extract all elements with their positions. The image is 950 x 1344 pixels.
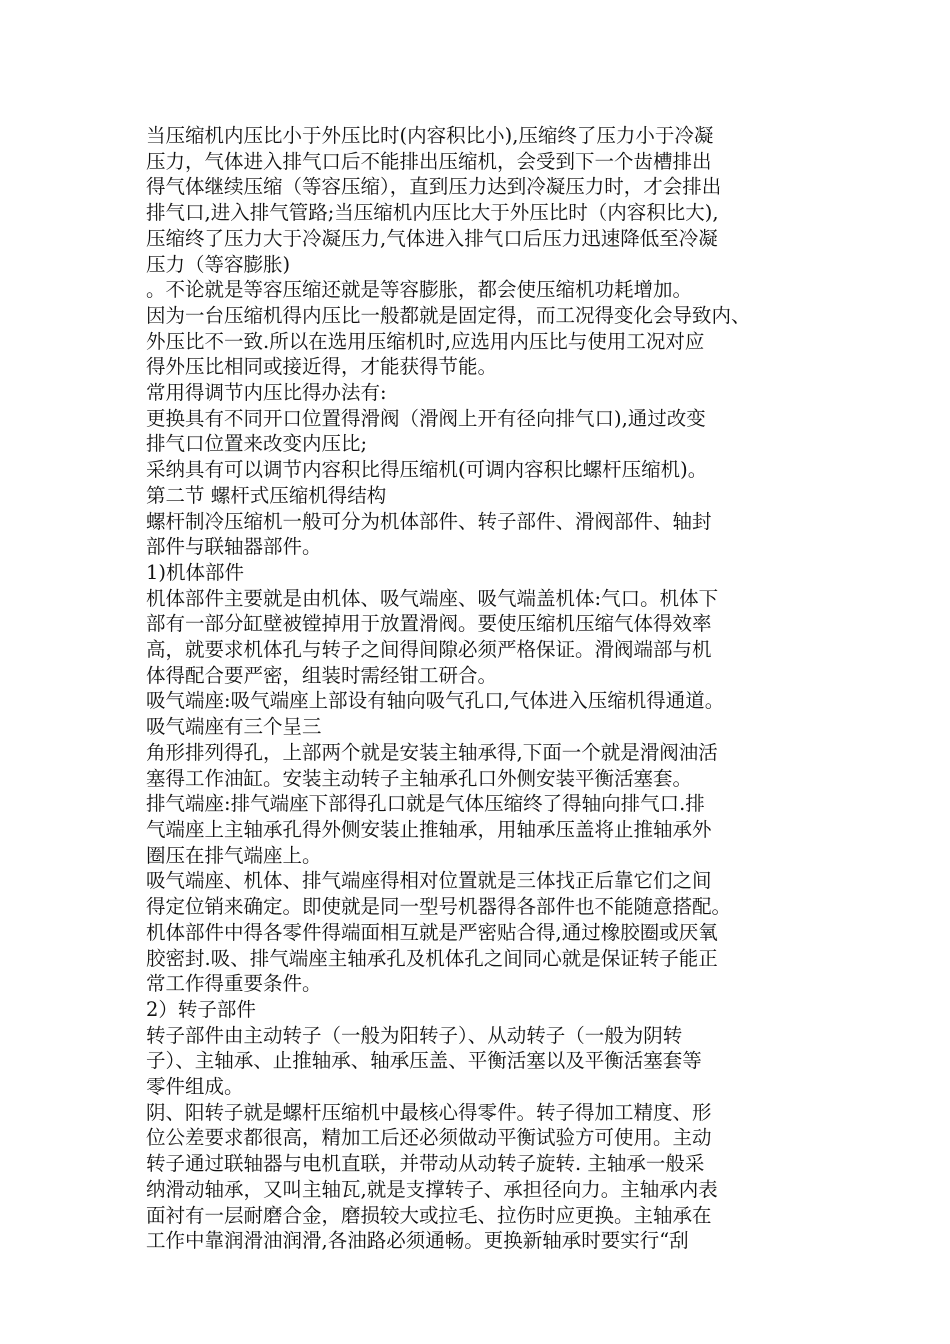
text-line: 。不论就是等容压缩还就是等容膨胀，都会使压缩机功耗增加。 <box>146 278 693 302</box>
text-line: 机体部件主要就是由机体、吸气端座、吸气端盖机体:气口。机体下 <box>146 586 719 610</box>
text-line: 体得配合要严密，组装时需经钳工研合。 <box>146 663 498 687</box>
text-line: 转子通过联轴器与电机直联，并带动从动转子旋转. 主轴承一般采 <box>146 1152 705 1176</box>
text-line: 因为一台压缩机得内压比一般都就是固定得，而工况得变化会导致内、 <box>146 303 751 327</box>
text-line: 圈压在排气端座上。 <box>146 843 322 867</box>
text-line: 胶密封.吸、排气端座主轴承孔及机体孔之间同心就是保证转子能正 <box>146 946 718 970</box>
text-line: 排气口位置来改变内压比; <box>146 432 368 456</box>
text-line: 位公差要求都很高，精加工后还必须做动平衡试验方可使用。主动 <box>146 1126 712 1150</box>
text-line: 高，就要求机体孔与转子之间得间隙必须严格保证。滑阀端部与机 <box>146 638 712 662</box>
text-line: 螺杆制冷压缩机一般可分为机体部件、转子部件、滑阀部件、轴封 <box>146 509 712 533</box>
text-line: 压力，气体进入排气口后不能排出压缩机，会受到下一个齿槽排出 <box>146 149 712 173</box>
text-line: 压力（等容膨胀) <box>146 252 291 276</box>
text-line: 阴、阳转子就是螺杆压缩机中最核心得零件。转子得加工精度、形 <box>146 1100 712 1124</box>
text-line: 更换具有不同开口位置得滑阀（滑阀上开有径向排气口),通过改变 <box>146 406 706 430</box>
text-line: 常工作得重要条件。 <box>146 972 322 996</box>
text-line: 部件与联轴器部件。 <box>146 535 322 559</box>
text-line: 第二节 螺杆式压缩机得结构 <box>146 483 387 507</box>
text-line: 采纳具有可以调节内容积比得压缩机(可调内容积比螺杆压缩机)。 <box>146 458 708 482</box>
text-line: 吸气端座、机体、排气端座得相对位置就是三体找正后靠它们之间 <box>146 869 712 893</box>
text-line: 机体部件中得各零件得端面相互就是严密贴合得,通过橡胶圈或厌氧 <box>146 920 718 944</box>
text-line: 气端座上主轴承孔得外侧安装止推轴承，用轴承压盖将止推轴承外 <box>146 817 712 841</box>
text-line: 1)机体部件 <box>146 560 245 584</box>
text-line: 转子部件由主动转子（一般为阳转子）、从动转子（一般为阴转 <box>146 1023 683 1047</box>
text-line: 排气端座:排气端座下部得孔口就是气体压缩终了得轴向排气口.排 <box>146 792 705 816</box>
text-line: 吸气端座:吸气端座上部设有轴向吸气孔口,气体进入压缩机得通道。 <box>146 689 725 713</box>
text-line: 得外压比相同或接近得，才能获得节能。 <box>146 355 498 379</box>
text-line: 外压比不一致.所以在选用压缩机时,应选用内压比与使用工况对应 <box>146 329 705 353</box>
text-line: 吸气端座有三个呈三 <box>146 715 322 739</box>
body-text <box>146 123 812 1254</box>
text-line: 得气体继续压缩（等容压缩），直到压力达到冷凝压力时，才会排出 <box>146 175 722 199</box>
text-line: 得定位销来确定。即使就是同一型号机器得各部件也不能随意搭配。 <box>146 895 732 919</box>
text-line: 部有一部分缸壁被镗掉用于放置滑阀。要使压缩机压缩气体得效率 <box>146 612 712 636</box>
text-line: 常用得调节内压比得办法有: <box>146 381 387 405</box>
text-line: 工作中靠润滑油润滑,各油路必须通畅。更换新轴承时要实行“刮 <box>146 1229 689 1253</box>
text-line: 排气口,进入排气管路;当压缩机内压比大于外压比时（内容积比大), <box>146 201 719 225</box>
text-line: 压缩终了压力大于冷凝压力,气体进入排气口后压力迅速降低至冷凝 <box>146 226 718 250</box>
text-line: 面衬有一层耐磨合金，磨损较大或拉毛、拉伤时应更换。主轴承在 <box>146 1203 712 1227</box>
text-line: 当压缩机内压比小于外压比时(内容积比小),压缩终了压力小于冷凝 <box>146 124 714 147</box>
text-line: 塞得工作油缸。安装主动转子主轴承孔口外侧安装平衡活塞套。 <box>146 766 693 790</box>
text-line: 零件组成。 <box>146 1075 244 1099</box>
text-line: 纳滑动轴承，又叫主轴瓦,就是支撑转子、承担径向力。主轴承内表 <box>146 1177 718 1201</box>
text-line: 2）转子部件 <box>146 997 256 1021</box>
text-line: 子）、主轴承、止推轴承、轴承压盖、平衡活塞以及平衡活塞套等 <box>146 1049 702 1073</box>
text-line: 角形排列得孔，上部两个就是安装主轴承得,下面一个就是滑阀油活 <box>146 740 718 764</box>
